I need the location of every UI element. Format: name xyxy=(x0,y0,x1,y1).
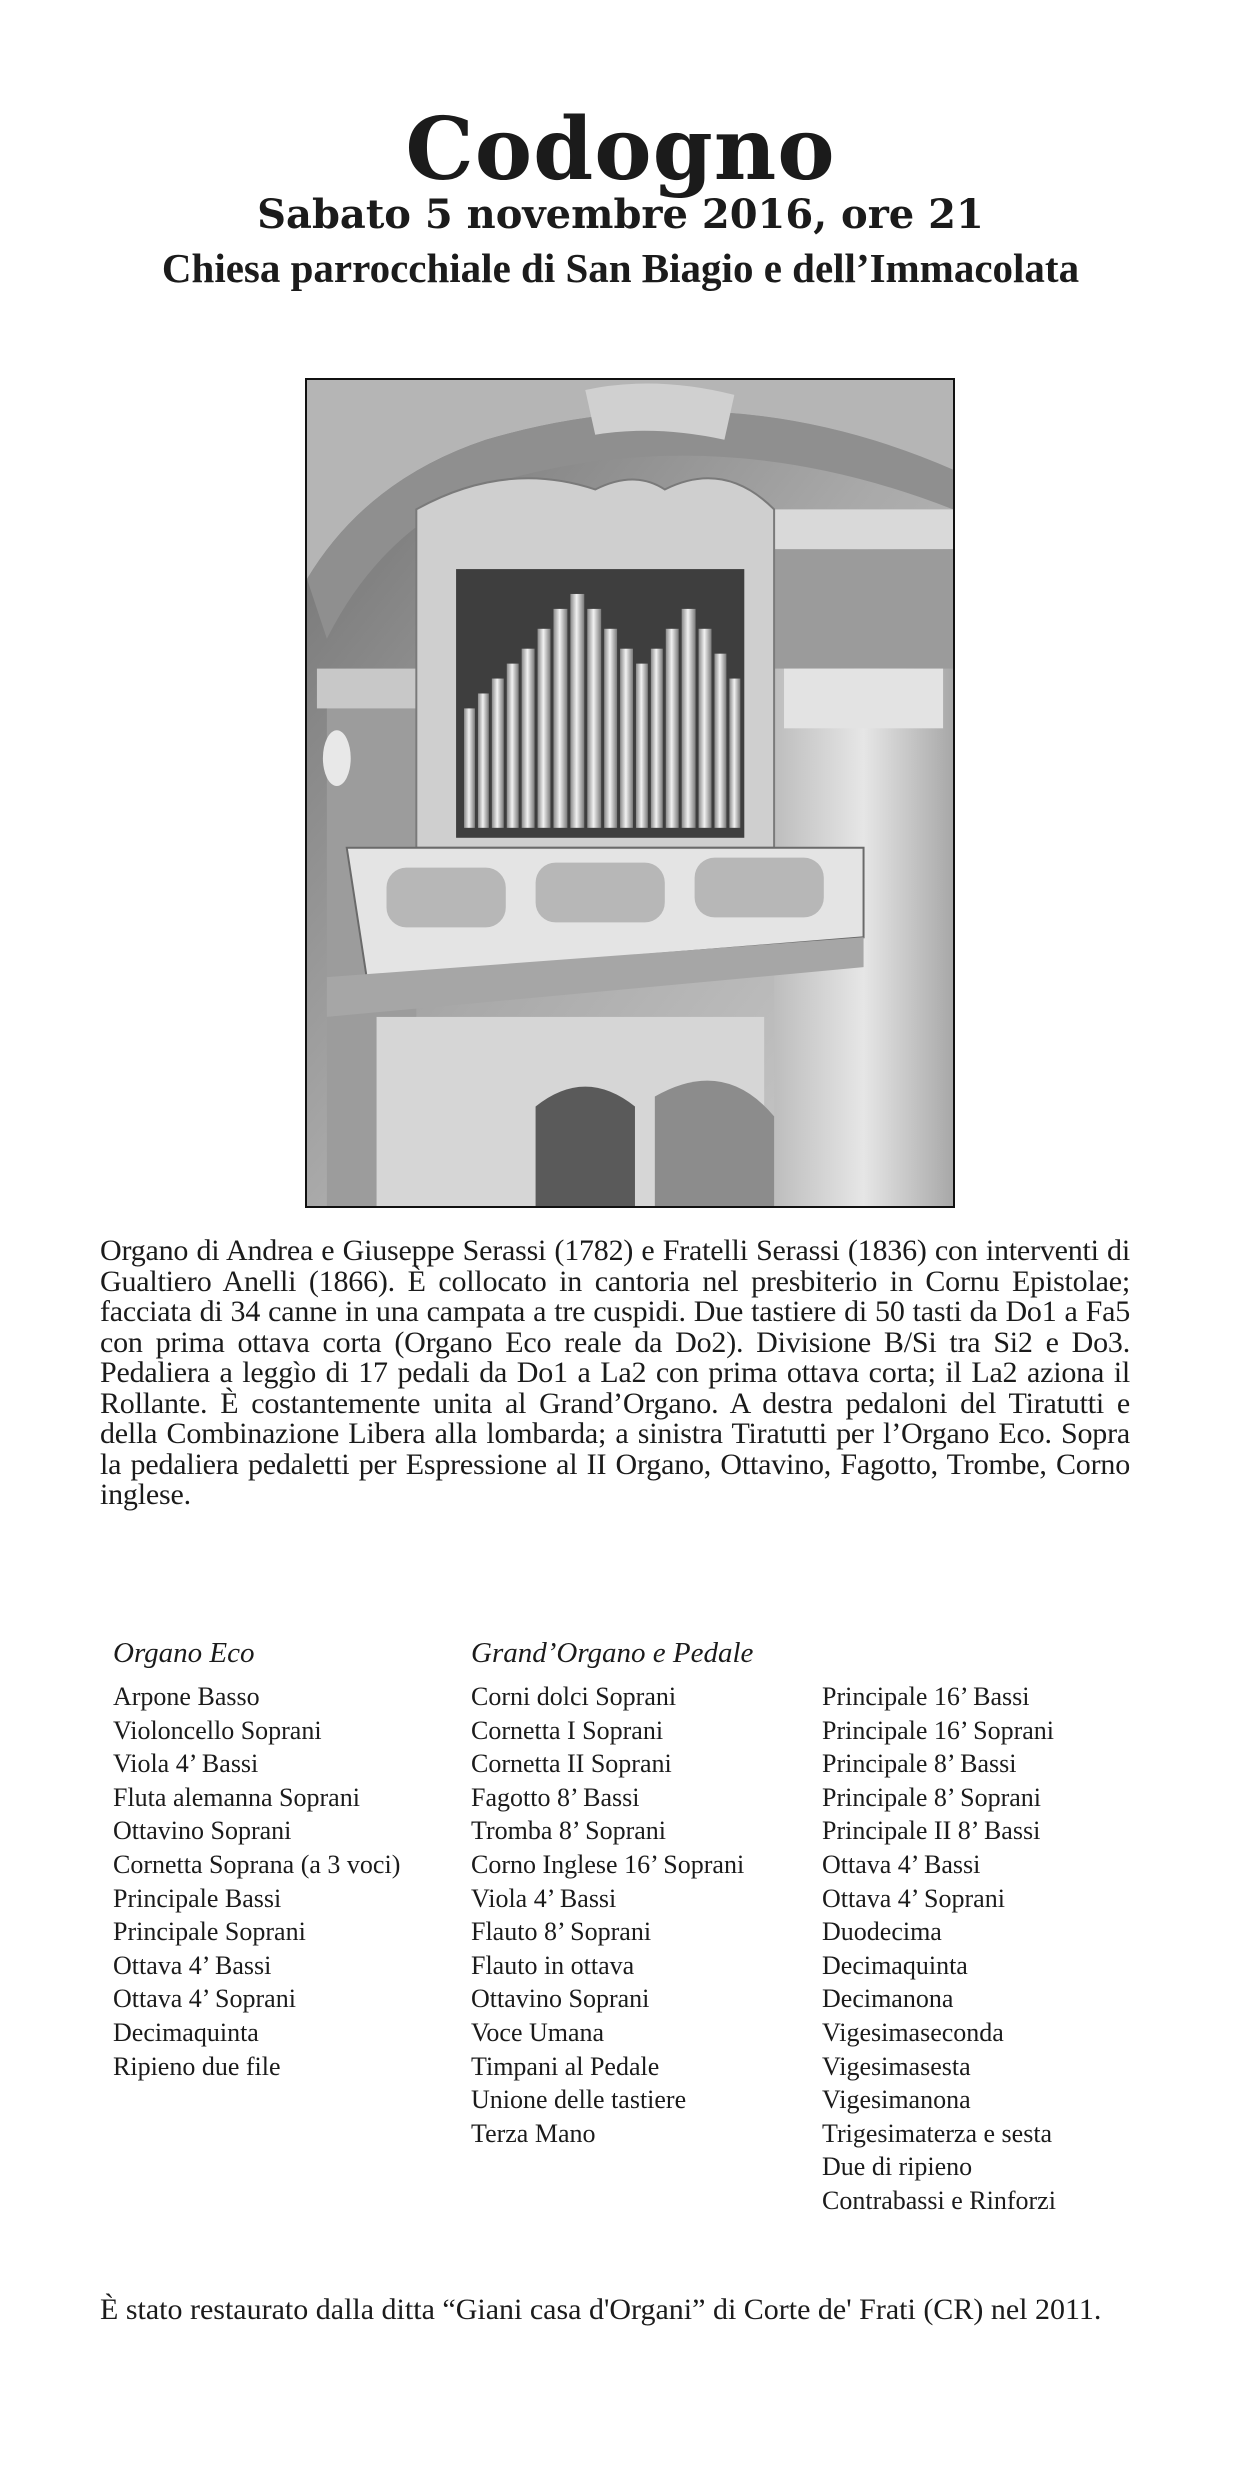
stop-item: Timpani al Pedale xyxy=(471,2051,660,2081)
stop-item: Principale 16’ Soprani xyxy=(822,1715,1055,1745)
stops-list-organo-eco xyxy=(113,1680,400,2083)
stop-item: Terza Mano xyxy=(471,2118,596,2148)
stop-item: Cornetta Soprana (a 3 voci) xyxy=(113,1849,401,1879)
stops-list-grand-organo-cont xyxy=(822,1680,1056,2218)
stops-column-organo-eco xyxy=(113,1636,400,2083)
stop-item: Voce Umana xyxy=(471,2017,605,2047)
stop-item: Principale 8’ Soprani xyxy=(822,1782,1042,1812)
stop-item: Ottava 4’ Bassi xyxy=(822,1849,981,1879)
stop-item: Principale 16’ Bassi xyxy=(822,1682,1030,1711)
organ-facade-photo xyxy=(305,378,955,1208)
stop-item: Ottavino Soprani xyxy=(471,1984,650,2014)
stops-list-grand-organo xyxy=(471,1680,753,2150)
stop-item: Cornetta I Soprani xyxy=(471,1715,664,1745)
stop-item: Ripieno due file xyxy=(113,2051,281,2081)
stops-heading-grand-organo: Grand’Organo e Pedale xyxy=(471,1637,754,1669)
stops-heading-spacer xyxy=(822,1636,1056,1670)
stops-heading-organo-eco: Organo Eco xyxy=(113,1637,255,1669)
stop-item: Ottavino Soprani xyxy=(113,1816,292,1846)
stop-item: Decimaquinta xyxy=(113,2017,259,2047)
stop-item: Flauto in ottava xyxy=(471,1950,635,1980)
church-name: Chiesa parrocchiale di San Biagio e dell’Immacolata xyxy=(161,245,1080,291)
stop-item: Trigesimaterza e sesta xyxy=(822,2118,1053,2148)
header xyxy=(0,100,1241,294)
stop-item: Decimanona xyxy=(822,1984,954,2014)
stop-item: Contrabassi e Rinforzi xyxy=(822,2185,1056,2215)
stop-item: Principale 8’ Bassi xyxy=(822,1749,1017,1779)
stop-item: Unione delle tastiere xyxy=(471,2085,687,2115)
stop-item: Vigesimasesta xyxy=(822,2051,971,2081)
stop-item: Principale Bassi xyxy=(113,1883,282,1913)
page-title: Codogno xyxy=(405,99,836,200)
stop-item: Due di ripieno xyxy=(822,2152,973,2182)
stop-item: Flauto 8’ Soprani xyxy=(471,1917,652,1947)
stop-item: Violoncello Soprani xyxy=(113,1715,322,1745)
restoration-note: È stato restaurato dalla ditta “Giani casa d'Organi” di Corte de' Frati (CR) nel 2011. xyxy=(100,2293,1102,2326)
event-date: Sabato 5 novembre 2016, ore 21 xyxy=(257,191,984,238)
stop-item: Cornetta II Soprani xyxy=(471,1749,672,1779)
stop-item: Viola 4’ Bassi xyxy=(471,1883,617,1913)
stop-item: Ottava 4’ Soprani xyxy=(822,1883,1005,1913)
stop-item: Arpone Basso xyxy=(113,1682,260,1711)
stops-column-grand-organo xyxy=(471,1636,753,2150)
stop-item: Principale Soprani xyxy=(113,1917,306,1947)
stop-item: Viola 4’ Bassi xyxy=(113,1749,259,1779)
stop-item: Fluta alemanna Soprani xyxy=(113,1782,360,1812)
stop-item: Ottava 4’ Bassi xyxy=(113,1950,272,1980)
stop-item: Vigesimanona xyxy=(822,2085,971,2115)
stop-item: Fagotto 8’ Bassi xyxy=(471,1782,640,1812)
stop-item: Vigesimaseconda xyxy=(822,2017,1004,2047)
stop-item: Corni dolci Soprani xyxy=(471,1682,677,1711)
organ-photo-illustration xyxy=(307,380,953,1206)
stop-item: Duodecima xyxy=(822,1917,942,1947)
organ-description: Organo di Andrea e Giuseppe Serassi (1782) e Fratelli Serassi (1836) con interventi di Gualtiero Anelli (1866). È collocato in cantoria nel presbiterio in Cornu Epistolae; facciata di 34 canne in una campata a tre cuspidi. Due tastiere di 50 tasti da Do1 a Fa5 con prima ottava corta (Organo Eco reale da Do2). Divisione B/Si tra Si2 e Do3. Pedaliera a leggìo di 17 pedali da Do1 a La2 con prima ottava corta; il La2 aziona il Rollante. È costantemente unita al Grand’Organo. A destra pedaloni del Tiratutti e della Combinazione Libera alla lombarda; a sinistra Tiratutti per l’Organo Eco. Sopra la pedaliera pedaletti per Espressione al II Organo, Ottavino, Fagotto, Trombe, Corno inglese. xyxy=(100,1234,1130,1511)
stop-item: Corno Inglese 16’ Soprani xyxy=(471,1849,745,1879)
stop-item: Decimaquinta xyxy=(822,1950,968,1980)
stop-item: Ottava 4’ Soprani xyxy=(113,1984,296,2014)
stop-item: Tromba 8’ Soprani xyxy=(471,1816,666,1846)
stop-item: Principale II 8’ Bassi xyxy=(822,1816,1041,1846)
stops-column-grand-organo-cont xyxy=(822,1636,1056,2218)
